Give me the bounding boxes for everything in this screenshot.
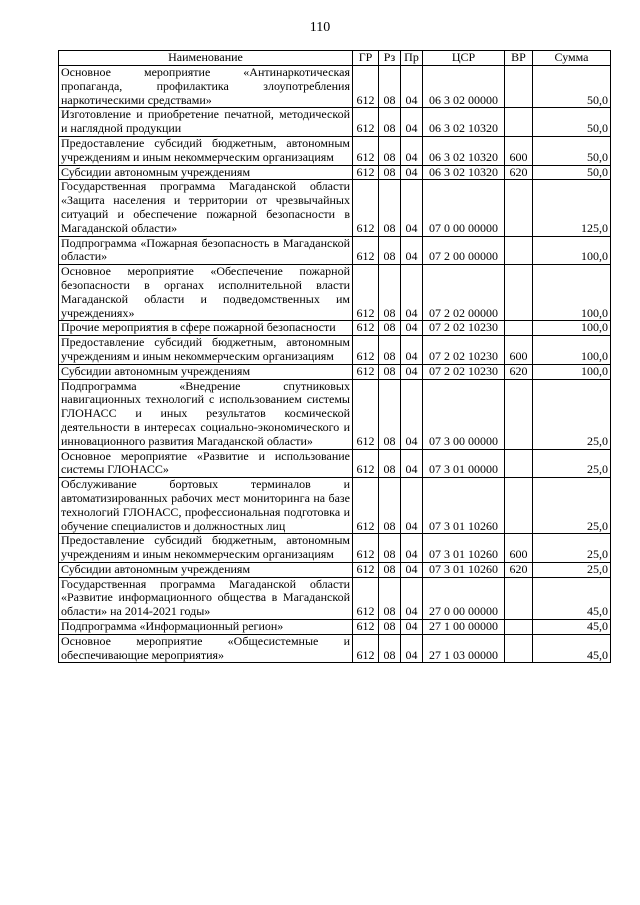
table-row [59,364,611,379]
cell-csr: 07 2 02 00000 [423,265,505,321]
cell-rz: 08 [379,66,401,108]
cell-csr: 06 3 02 00000 [423,66,505,108]
header-name: Наименование [59,51,353,66]
cell-gr: 612 [353,534,379,563]
cell-gr: 612 [353,634,379,663]
cell-name: Изготовление и приобретение печатной, методической и наглядной продукции [59,108,353,137]
cell-sum: 50,0 [533,165,611,180]
cell-rz: 08 [379,379,401,449]
cell-gr: 612 [353,364,379,379]
cell-csr: 07 2 02 10230 [423,321,505,336]
cell-name: Основное мероприятие «Антинаркотическая пропаганда, профилактика злоупотребления наркотическими средствами» [59,66,353,108]
cell-csr: 06 3 02 10320 [423,165,505,180]
cell-sum: 100,0 [533,336,611,365]
cell-pr: 04 [401,577,423,619]
budget-table [58,50,611,663]
cell-gr: 612 [353,136,379,165]
cell-rz: 08 [379,562,401,577]
table-row [59,236,611,265]
cell-gr: 612 [353,180,379,236]
cell-sum: 25,0 [533,534,611,563]
cell-gr: 612 [353,577,379,619]
cell-rz: 08 [379,165,401,180]
cell-name: Субсидии автономным учреждениям [59,562,353,577]
cell-rz: 08 [379,265,401,321]
cell-rz: 08 [379,180,401,236]
cell-rz: 08 [379,336,401,365]
cell-name: Подпрограмма «Внедрение спутниковых навигационных технологий с использованием системы ГЛОНАСС и иных результатов космической деятельности в интересах социально-экономического и инновационного развития Магаданской области» [59,379,353,449]
header-gr: ГР [353,51,379,66]
cell-vr: 620 [505,562,533,577]
cell-vr [505,449,533,478]
cell-sum: 100,0 [533,265,611,321]
cell-vr: 600 [505,136,533,165]
table-row [59,562,611,577]
cell-name: Обслуживание бортовых терминалов и автоматизированных рабочих мест мониторинга на базе технологий ГЛОНАСС, профессиональная подготовка и обучение специалистов и должностных лиц [59,478,353,534]
cell-csr: 07 3 01 00000 [423,449,505,478]
cell-rz: 08 [379,620,401,635]
cell-vr [505,620,533,635]
table-row [59,66,611,108]
table-row [59,534,611,563]
cell-csr: 27 0 00 00000 [423,577,505,619]
header-rz: Рз [379,51,401,66]
cell-rz: 08 [379,478,401,534]
cell-gr: 612 [353,449,379,478]
cell-name: Предоставление субсидий бюджетным, автономным учреждениям и иным некоммерческим организациям [59,336,353,365]
cell-csr: 06 3 02 10320 [423,136,505,165]
cell-csr: 27 1 03 00000 [423,634,505,663]
table-row [59,634,611,663]
cell-pr: 04 [401,534,423,563]
cell-vr [505,265,533,321]
cell-sum: 50,0 [533,108,611,137]
table-row [59,265,611,321]
cell-rz: 08 [379,449,401,478]
cell-vr [505,236,533,265]
cell-pr: 04 [401,66,423,108]
cell-pr: 04 [401,136,423,165]
cell-csr: 07 3 01 10260 [423,534,505,563]
cell-name: Государственная программа Магаданской области «Развитие информационного общества в Магаданской области» на 2014-2021 годы» [59,577,353,619]
cell-rz: 08 [379,577,401,619]
table-row [59,478,611,534]
cell-pr: 04 [401,265,423,321]
cell-name: Основное мероприятие «Обеспечение пожарной безопасности в органах исполнительной власти Магаданской области и подведомственных им учреждениях» [59,265,353,321]
header-sum: Сумма [533,51,611,66]
cell-csr: 06 3 02 10320 [423,108,505,137]
cell-gr: 612 [353,321,379,336]
header-csr: ЦСР [423,51,505,66]
cell-pr: 04 [401,364,423,379]
cell-csr: 07 3 00 00000 [423,379,505,449]
cell-rz: 08 [379,108,401,137]
cell-pr: 04 [401,478,423,534]
cell-pr: 04 [401,180,423,236]
table-row [59,620,611,635]
table-row [59,180,611,236]
cell-sum: 45,0 [533,577,611,619]
table-row [59,136,611,165]
cell-vr [505,379,533,449]
cell-pr: 04 [401,236,423,265]
cell-gr: 612 [353,165,379,180]
table-row [59,577,611,619]
cell-name: Государственная программа Магаданской области «Защита населения и территории от чрезвычайных ситуаций и обеспечение пожарной безопасности в Магаданской области» [59,180,353,236]
cell-name: Подпрограмма «Пожарная безопасность в Магаданской области» [59,236,353,265]
cell-pr: 04 [401,449,423,478]
cell-vr [505,478,533,534]
cell-name: Основное мероприятие «Развитие и использование системы ГЛОНАСС» [59,449,353,478]
cell-sum: 100,0 [533,236,611,265]
cell-rz: 08 [379,534,401,563]
cell-pr: 04 [401,620,423,635]
cell-rz: 08 [379,321,401,336]
cell-sum: 25,0 [533,562,611,577]
cell-vr: 600 [505,336,533,365]
cell-sum: 50,0 [533,136,611,165]
cell-csr: 07 3 01 10260 [423,562,505,577]
cell-sum: 100,0 [533,321,611,336]
cell-sum: 45,0 [533,620,611,635]
cell-vr: 600 [505,534,533,563]
cell-csr: 07 2 00 00000 [423,236,505,265]
cell-rz: 08 [379,236,401,265]
cell-pr: 04 [401,379,423,449]
cell-name: Субсидии автономным учреждениям [59,364,353,379]
cell-pr: 04 [401,562,423,577]
cell-gr: 612 [353,265,379,321]
cell-pr: 04 [401,336,423,365]
cell-csr: 07 0 00 00000 [423,180,505,236]
cell-vr [505,321,533,336]
table-row [59,321,611,336]
cell-vr [505,108,533,137]
cell-csr: 27 1 00 00000 [423,620,505,635]
cell-sum: 25,0 [533,449,611,478]
cell-rz: 08 [379,364,401,379]
cell-name: Прочие мероприятия в сфере пожарной безопасности [59,321,353,336]
cell-gr: 612 [353,478,379,534]
table-row [59,379,611,449]
cell-pr: 04 [401,108,423,137]
cell-name: Основное мероприятие «Общесистемные и обеспечивающие мероприятия» [59,634,353,663]
cell-gr: 612 [353,336,379,365]
cell-sum: 50,0 [533,66,611,108]
cell-csr: 07 2 02 10230 [423,364,505,379]
cell-csr: 07 2 02 10230 [423,336,505,365]
table-row [59,336,611,365]
cell-name: Предоставление субсидий бюджетным, автономным учреждениям и иным некоммерческим организациям [59,136,353,165]
cell-rz: 08 [379,634,401,663]
cell-rz: 08 [379,136,401,165]
cell-gr: 612 [353,562,379,577]
cell-gr: 612 [353,379,379,449]
table-row [59,449,611,478]
cell-sum: 45,0 [533,634,611,663]
cell-vr: 620 [505,364,533,379]
cell-pr: 04 [401,634,423,663]
cell-name: Подпрограмма «Информационный регион» [59,620,353,635]
cell-gr: 612 [353,66,379,108]
cell-name: Предоставление субсидий бюджетным, автономным учреждениям и иным некоммерческим организациям [59,534,353,563]
cell-gr: 612 [353,108,379,137]
table-row [59,108,611,137]
cell-pr: 04 [401,165,423,180]
cell-sum: 100,0 [533,364,611,379]
header-row [59,51,611,66]
cell-name: Субсидии автономным учреждениям [59,165,353,180]
cell-sum: 25,0 [533,379,611,449]
table-row [59,165,611,180]
cell-vr: 620 [505,165,533,180]
cell-gr: 612 [353,620,379,635]
cell-sum: 25,0 [533,478,611,534]
header-pr: Пр [401,51,423,66]
cell-gr: 612 [353,236,379,265]
cell-vr [505,66,533,108]
header-vr: ВР [505,51,533,66]
cell-pr: 04 [401,321,423,336]
cell-sum: 125,0 [533,180,611,236]
cell-vr [505,577,533,619]
cell-csr: 07 3 01 10260 [423,478,505,534]
page-number: 110 [309,20,331,35]
cell-vr [505,634,533,663]
cell-vr [505,180,533,236]
